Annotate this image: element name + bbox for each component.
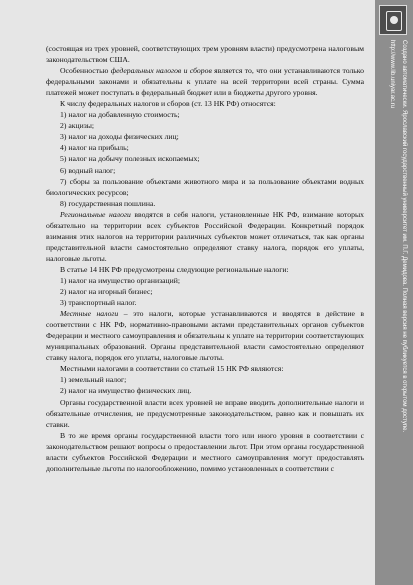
list-item: 5) налог на добычу полезных ископаемых; <box>60 154 200 164</box>
paragraph: Местными налогами в соответствии со статьей 15 НК РФ являются: <box>60 364 284 374</box>
paragraph: В то же время органы государственной власти того или иного уровня в соответствии с законодательством решают вопросы о предоставлении льгот. При этом органы государственной власти субъектов Российской Федерации и местного самоуправления могут предоставлять дополнительные льготы по налогообложению, помимо установленных в соответствии с <box>46 430 364 473</box>
sidebar-url <box>388 40 400 240</box>
list-item: 1) земельный налог; <box>60 375 127 385</box>
list-item: 4) налог на прибыль; <box>60 143 129 153</box>
list-item: 2) налог на игорный бизнес; <box>60 287 153 297</box>
document-text <box>46 43 364 474</box>
paragraph <box>46 209 364 264</box>
sidebar-url-text: http://www.lib.uniyar.ac.ru <box>389 40 395 109</box>
emphasized-term: Региональные налоги <box>60 209 131 219</box>
list-item: 3) транспортный налог. <box>60 298 137 308</box>
list-item: 8) государственная пошлина. <box>60 198 156 208</box>
list-item: 1) налог на имущество организаций; <box>60 275 180 285</box>
paragraph: В статье 14 НК РФ предусмотрены следующие региональные налоги: <box>60 264 289 274</box>
paragraph-lead: Особенностью <box>60 66 111 76</box>
list-item: 3) налог на доходы физических лиц; <box>60 132 179 142</box>
paragraph <box>46 308 364 363</box>
paragraph-rest: – это налоги, которые устанавливаются и вводятся в действие в соответствии с НК РФ, нормативно-правовыми актами представительных органов субъектов Федерации и местного самоуправления и обязательны к уплате на территории соответствующих муниципальных образований. Органы представительной власти самостоятельно определяют ставку налога, порядок его уплаты, налоговые льготы. <box>46 309 364 363</box>
paragraph: Органы государственной власти всех уровней не вправе вводить дополнительные налоги и обязательные отчисления, не предусмотренные законодательством, равно как и повышать их ставки. <box>46 397 364 429</box>
emphasized-term: Местные налоги <box>60 309 119 319</box>
sidebar-caption-text: Создано автоматически. Ярославский государственный университет им. П.Г. Демидова. Полная версия не публикуется в открытом доступе. <box>401 40 407 433</box>
paragraph <box>46 65 364 98</box>
sidebar-caption <box>400 40 412 570</box>
paragraph: К числу федеральных налогов и сборов (ст. 13 НК РФ) относятся: <box>60 99 276 109</box>
paragraph: (состоящая из трех уровней, соответствующих трем уровням власти) предусмотрена налоговым законодательством США. <box>46 44 364 65</box>
list-item: 1) налог на добавленную стоимость; <box>60 110 180 120</box>
emphasized-term: федеральных налогов и сборов <box>110 66 212 76</box>
library-logo-icon <box>379 5 407 35</box>
paragraph-rest: вводятся в себя налоги, установленные НК РФ, взимание которых обязательно на территории всех субъектов Российской Федерации. Конкретный порядок взимания этих налогов на территории различных субъектов может отличаться, так как органы представительной власти самостоятельно определяют ставку налога, порядок его уплаты, налоговые льготы. <box>46 209 364 263</box>
list-item: 7) сборы за пользование объектами животного мира и за пользование объектами водных биологических ресурсов; <box>46 176 364 197</box>
list-item: 6) водный налог; <box>60 165 116 175</box>
list-item: 2) акцизы; <box>60 121 95 131</box>
list-item: 2) налог на имущество физических лиц. <box>60 386 192 396</box>
paragraph-rest: является то, что они устанавливаются только федеральными законами и обязательны к уплате на всей территории всей страны. Сумма платежей может поступать в федеральный бюджет или в бюджеты другого уровня. <box>46 66 364 98</box>
